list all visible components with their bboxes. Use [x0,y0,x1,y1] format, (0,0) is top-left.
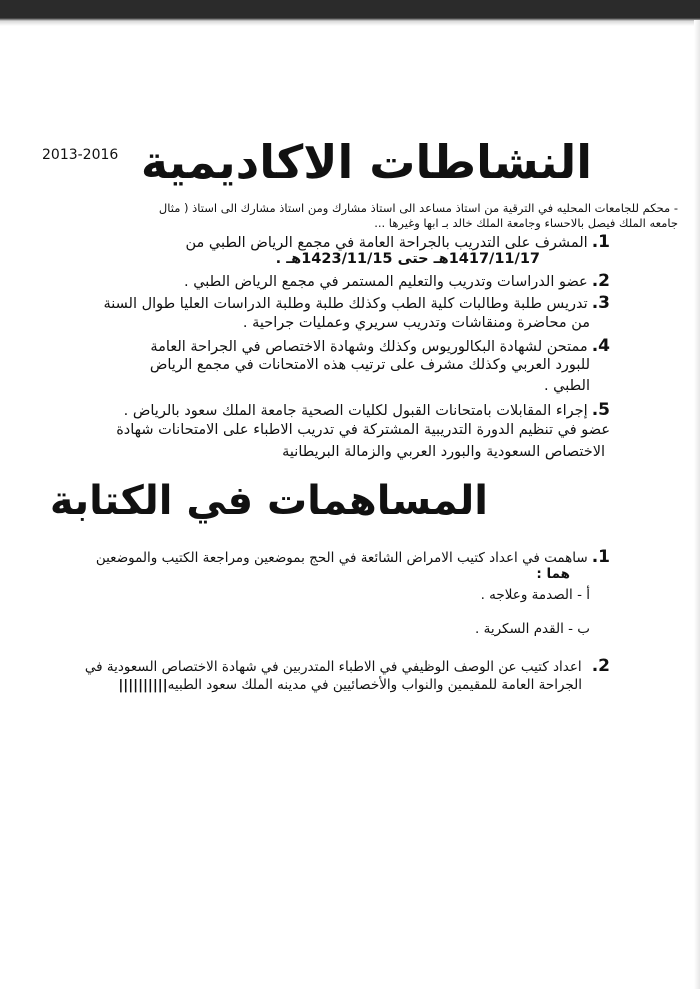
activity-item-4-text: ممتحن لشهادة البكالوريوس وكذلك وشهادة الاختصاص في الجراحة العامة [150,339,588,355]
period-label: 2013-2016 [42,147,119,163]
extra-activity-line-1: عضو في تنظيم الدورة التدريبية المشتركة في تدريب الاطباء على الامتحانات شهادة [116,422,610,438]
activity-item-3-text: تدريس طلبة وطالبات كلية الطب وكذلك طلبة وطلبة الدراسات العليا طوال السنة [103,296,588,312]
contribution-item-2 [85,656,610,676]
activity-item-4 [150,336,610,356]
contribution-sub-b: ب - القدم السكرية . [475,621,590,637]
contribution-item-2-number: 2. [591,656,610,676]
intro-line-1: - محكم للجامعات المحليه في الترقية من استاذ مساعد الى استاذ مشارك ومن استاذ مشارك الى استاذ ( مثال [158,201,678,215]
intro-line-2: جامعه الملك فيصل بالاحساء وجامعة الملك خالد بـ ابها وغيرها ... [374,216,678,230]
contribution-item-2-text-2: الجراحة العامة للمقيمين والنواب والأخصائيين في مدينه الملك سعود الطبيه [167,677,582,693]
activity-item-1-text: المشرف على التدريب بالجراحة العامة في مجمع الرياض الطبي من [185,235,588,251]
activity-item-3 [103,293,610,313]
activity-item-2-text: عضو الدراسات وتدريب والتعليم المستمر في مجمع الرياض الطبي . [184,274,588,290]
activity-item-4-number: 4. [591,336,610,356]
contribution-item-1-number: 1. [591,547,610,567]
contribution-item-1 [96,547,610,567]
activity-item-1-number: 1. [591,232,610,252]
extra-activity-line-2: الاختصاص السعودية والبورد العربي والزمالة البريطانية [282,444,605,460]
scan-right-edge [694,20,700,989]
activity-item-5 [124,400,610,420]
contribution-item-2-bars: |||||||||| [118,677,168,693]
activity-item-5-text: إجراء المقابلات بامتحانات القبول لكليات الصحية جامعة الملك سعود بالرياض . [123,403,588,419]
contribution-item-1-continued: هما : [536,566,570,582]
academic-activities-heading: النشاطات الاكاديمية [140,135,592,189]
scan-top-edge [0,0,700,26]
contribution-sub-a: أ - الصدمة وعلاجه . [480,587,590,603]
activity-item-1 [185,232,610,252]
activity-item-1-dates: 1417/11/17هـ حتى 1423/11/15هـ . [275,251,540,267]
contribution-item-1-text: ساهمت في اعداد كتيب الامراض الشائعة في الحج بموضعين ومراجعة الكتيب والموضعين [95,550,588,566]
activity-item-4-continued-2: الطبي . [543,378,590,394]
activity-item-3-number: 3. [591,293,610,313]
writing-contributions-heading: المساهمات في الكتابة [49,478,488,524]
activity-item-4-continued-1: للبورد العربي وكذلك مشرف على ترتيب هذه الامتحانات في مجمع الرياض [149,357,590,373]
contribution-item-2-text: اعداد كتيب عن الوصف الوظيفي في الاطباء المتدربين في شهادة الاختصاص السعودية في [84,659,582,675]
activity-item-2 [184,271,610,291]
activity-item-2-number: 2. [591,271,610,291]
activity-item-3-continued: من محاضرة ومنقاشات وتدريب سريري وعمليات جراحية . [242,315,590,331]
contribution-item-2-continued [118,677,582,693]
activity-item-5-number: 5. [591,400,610,420]
